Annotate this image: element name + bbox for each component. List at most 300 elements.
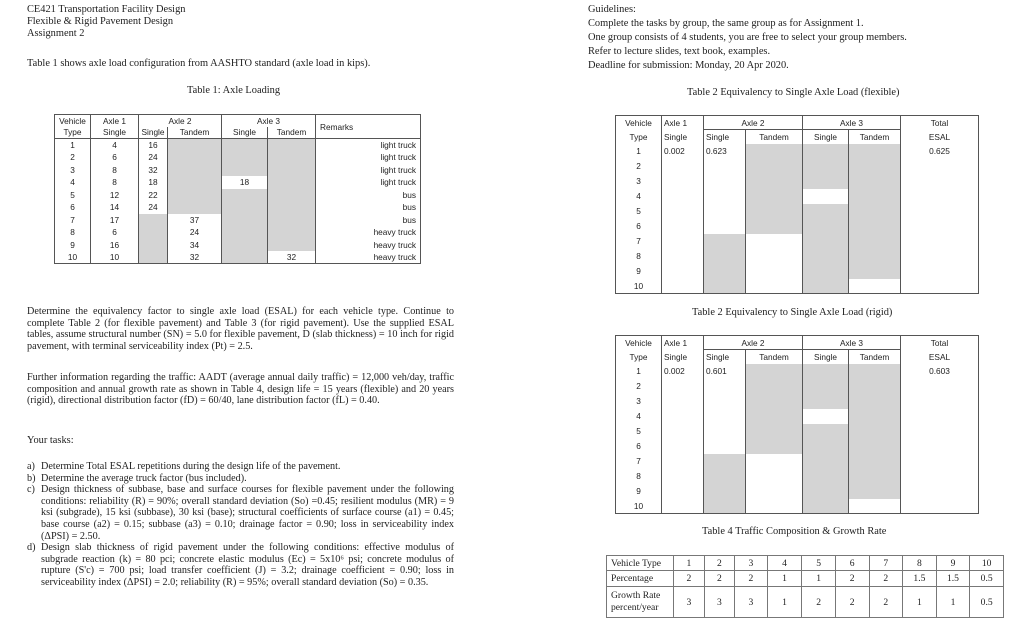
table-cell: 14: [91, 201, 139, 214]
table-row: [616, 439, 979, 454]
header-cell: ESAL: [901, 350, 979, 364]
table-cell: 32: [268, 251, 316, 264]
table-cell: 10: [91, 251, 139, 264]
table-cell: [746, 424, 803, 439]
table-row: [616, 364, 979, 379]
table-cell: [746, 499, 803, 514]
header-cell: Single: [662, 350, 704, 364]
table-cell: 8: [91, 164, 139, 177]
table-row: [616, 394, 979, 409]
header-cell: Tandem: [746, 350, 803, 364]
table-cell: [803, 499, 849, 514]
tasks-list: [27, 461, 454, 589]
table-cell: [704, 264, 746, 279]
table-row: [616, 174, 979, 189]
table-cell: [268, 151, 316, 164]
table-cell: 32: [139, 164, 168, 177]
vehicle-type-cell: 2: [704, 556, 734, 571]
table-cell: [803, 484, 849, 499]
table-cell: [139, 226, 168, 239]
table-cell: 5: [55, 189, 91, 202]
table-cell: [901, 394, 979, 409]
table-cell: [901, 454, 979, 469]
table-cell: 7: [55, 214, 91, 227]
table-cell: [268, 214, 316, 227]
header-cell: Type: [616, 350, 662, 364]
header-cell: Axle 1: [662, 116, 704, 130]
table-cell: [746, 219, 803, 234]
guideline-line: Deadline for submission: Monday, 20 Apr 2020.: [588, 60, 789, 71]
table-cell: 24: [168, 226, 222, 239]
table-cell: [662, 174, 704, 189]
table-cell: 4: [616, 409, 662, 424]
table-cell: 0.002: [662, 144, 704, 159]
course-title: CE421 Transportation Facility Design: [27, 4, 186, 15]
table-row: [616, 249, 979, 264]
vehicle-type-cell: 6: [835, 556, 869, 571]
table-cell: [849, 249, 901, 264]
header-cell: ESAL: [901, 130, 979, 144]
growth-rate-cell: 2: [802, 587, 836, 618]
table-cell: [704, 279, 746, 294]
table-cell: [746, 484, 803, 499]
table-cell: 5: [616, 204, 662, 219]
guidelines-title: Guidelines:: [588, 4, 636, 15]
header-cell: Single: [704, 350, 746, 364]
guideline-line: Complete the tasks by group, the same group as for Assignment 1.: [588, 18, 864, 29]
table-cell: [662, 159, 704, 174]
table-row: [616, 264, 979, 279]
table-row: [55, 239, 421, 252]
percentage-cell: 2: [869, 571, 903, 587]
table-cell: [803, 264, 849, 279]
table-cell: [746, 189, 803, 204]
table4-caption: Table 4 Traffic Composition & Growth Rate: [702, 526, 887, 537]
task-text: Design slab thickness of rigid pavement under the following conditions: effective modulus of subgrade reaction (k) = 80 pci; concrete elastic modulus (Ec) = 5x10⁶ psi; concrete modulus of rupture (S'c) = 700 psi; load transfer coefficient (J) = 3.2; drainage coefficient = 0.90; loss in serviceability index (ΔPSI) = 2.0; reliability (R) = 95%; overall standard deviation (So) = 0.35.: [41, 542, 454, 588]
table-cell: [849, 454, 901, 469]
task-label: a): [27, 461, 35, 472]
table-cell: [704, 234, 746, 249]
table-cell: [901, 409, 979, 424]
table-cell: [139, 239, 168, 252]
task-item: [27, 484, 454, 542]
header-cell: Axle 1: [91, 115, 139, 127]
table-cell: [803, 424, 849, 439]
table-cell: 2: [616, 159, 662, 174]
table-cell: 24: [139, 201, 168, 214]
growth-rate-cell: 3: [704, 587, 734, 618]
table-cell: [803, 409, 849, 424]
table-cell: [222, 214, 268, 227]
table-row: [55, 164, 421, 177]
header-cell: Vehicle: [616, 116, 662, 130]
table-cell: [901, 469, 979, 484]
table-cell: [268, 226, 316, 239]
header-cell: Vehicle: [55, 115, 91, 127]
percentage-cell: 2: [735, 571, 768, 587]
table-row: [55, 151, 421, 164]
assignment-title: Assignment 2: [27, 28, 85, 39]
table-cell: [662, 424, 704, 439]
task-item: [27, 542, 454, 588]
table-cell: [662, 484, 704, 499]
table-cell: 24: [139, 151, 168, 164]
table-cell: [901, 279, 979, 294]
table-cell: [803, 454, 849, 469]
growth-rate-cell: 3: [674, 587, 704, 618]
table-cell: [901, 189, 979, 204]
table-cell: 0.603: [901, 364, 979, 379]
table-cell: [746, 469, 803, 484]
table-cell: 32: [168, 251, 222, 264]
table-cell: [901, 424, 979, 439]
header-cell: Single: [662, 130, 704, 144]
table-cell: 1: [616, 144, 662, 159]
table-cell: [849, 469, 901, 484]
table-cell: 0.623: [704, 144, 746, 159]
table-cell: [704, 439, 746, 454]
vehicle-type-cell: 7: [869, 556, 903, 571]
growth-rate-cell: 1: [903, 587, 937, 618]
task-label: d): [27, 542, 36, 554]
table-cell: 0.002: [662, 364, 704, 379]
task-item: [27, 461, 454, 473]
table-cell: [803, 219, 849, 234]
task-item: [27, 473, 454, 485]
row-header: [607, 587, 674, 618]
table-cell: 9: [616, 264, 662, 279]
header-cell: Type: [616, 130, 662, 144]
header-cell: Total: [901, 116, 979, 130]
table-cell: [901, 484, 979, 499]
task-text: Design thickness of subbase, base and surface courses for flexible pavement under the following conditions: reliability (R) = 90%; overall standard deviation (So) =0.45; resilient modulus (MR) = 9 ksi (subgrade), 15 ksi (subbase), 30 ksi (base); structural coefficients of surface course (a1) = 0.45; base course (a2) = 0.15; subbase (a3) = 0.10; drainage factor = 0.90; loss in serviceability index (ΔPSI) = 2.50.: [41, 484, 454, 542]
table-cell: [168, 189, 222, 202]
remarks-cell: light truck: [316, 151, 421, 164]
esal-flexible-table: [615, 115, 979, 294]
vehicle-type-cell: 1: [674, 556, 704, 571]
table-row: [55, 251, 421, 264]
table-cell: [268, 176, 316, 189]
table-cell: [803, 159, 849, 174]
remarks-cell: heavy truck: [316, 239, 421, 252]
table-cell: [662, 439, 704, 454]
table-cell: [662, 394, 704, 409]
percentage-cell: 1.5: [903, 571, 937, 587]
table-cell: [901, 159, 979, 174]
table-cell: 7: [616, 454, 662, 469]
table-cell: 16: [139, 139, 168, 152]
percentage-cell: 2: [674, 571, 704, 587]
table-cell: [704, 484, 746, 499]
table-cell: [901, 439, 979, 454]
table-cell: [746, 204, 803, 219]
growth-rate-cell: 3: [735, 587, 768, 618]
table-cell: [746, 279, 803, 294]
table-row: [616, 159, 979, 174]
header-cell: Single: [803, 130, 849, 144]
table-cell: [662, 264, 704, 279]
table-cell: [746, 379, 803, 394]
table-cell: [704, 469, 746, 484]
header-cell: Tandem: [746, 130, 803, 144]
table-cell: 8: [616, 469, 662, 484]
table-cell: [704, 409, 746, 424]
table-cell: [849, 499, 901, 514]
table-cell: [849, 219, 901, 234]
table-cell: [849, 424, 901, 439]
table-cell: [849, 484, 901, 499]
remarks-cell: heavy truck: [316, 251, 421, 264]
table-cell: [746, 409, 803, 424]
header-cell: Axle 1: [662, 336, 704, 350]
table-cell: [746, 174, 803, 189]
table-cell: 37: [168, 214, 222, 227]
table-cell: [222, 226, 268, 239]
percentage-cell: 2: [704, 571, 734, 587]
table-cell: [268, 139, 316, 152]
table-cell: 3: [616, 174, 662, 189]
table-cell: [168, 151, 222, 164]
table-cell: 9: [55, 239, 91, 252]
table-cell: [704, 159, 746, 174]
table-cell: [268, 164, 316, 177]
header-cell: Tandem: [168, 127, 222, 139]
remarks-cell: light truck: [316, 164, 421, 177]
table-cell: 4: [616, 189, 662, 204]
table-cell: 4: [55, 176, 91, 189]
growth-rate-cell: 2: [835, 587, 869, 618]
table-cell: [849, 174, 901, 189]
remarks-cell: bus: [316, 214, 421, 227]
table-cell: [803, 189, 849, 204]
task-label: c): [27, 484, 35, 496]
table-cell: [803, 174, 849, 189]
table-cell: [746, 454, 803, 469]
table-cell: [704, 379, 746, 394]
table-cell: [704, 249, 746, 264]
percentage-cell: 2: [835, 571, 869, 587]
table-cell: [746, 159, 803, 174]
header-cell: Axle 2: [704, 336, 803, 350]
guideline-line: Refer to lecture slides, text book, examples.: [588, 46, 771, 57]
table-cell: [803, 364, 849, 379]
table-cell: [662, 454, 704, 469]
table-cell: [222, 139, 268, 152]
table1-caption: Table 1: Axle Loading: [187, 85, 281, 96]
table-cell: [222, 251, 268, 264]
header-cell: Single: [222, 127, 268, 139]
percentage-cell: 1: [767, 571, 802, 587]
header-cell: Tandem: [849, 350, 901, 364]
task-text: Determine the average truck factor (bus included).: [41, 472, 247, 484]
header-cell: Axle 2: [139, 115, 222, 127]
table-cell: [704, 174, 746, 189]
table-cell: [222, 164, 268, 177]
header-cell: Axle 3: [803, 116, 901, 130]
table2-caption: Table 2 Equivalency to Single Axle Load (flexible): [687, 87, 900, 98]
table-cell: [849, 379, 901, 394]
vehicle-type-cell: 10: [970, 556, 1004, 571]
table-cell: [662, 409, 704, 424]
table-cell: [803, 439, 849, 454]
esal-rigid-table: [615, 335, 979, 514]
table-cell: [803, 204, 849, 219]
row-header: Vehicle Type: [607, 556, 674, 571]
header-cell: Single: [91, 127, 139, 139]
table-cell: [746, 249, 803, 264]
table-cell: [849, 264, 901, 279]
table-cell: [168, 139, 222, 152]
table-cell: [849, 439, 901, 454]
subject-title: Flexible & Rigid Pavement Design: [27, 16, 174, 27]
table-cell: 3: [55, 164, 91, 177]
header-cell: Tandem: [849, 130, 901, 144]
row-header-line: Growth Rate: [611, 590, 661, 601]
table-cell: 7: [616, 234, 662, 249]
table-cell: [704, 454, 746, 469]
table-cell: [704, 189, 746, 204]
table-row: [616, 234, 979, 249]
intro-text: Table 1 shows axle load configuration from AASHTO standard (axle load in kips).: [27, 58, 371, 69]
table-cell: [662, 204, 704, 219]
table-cell: [746, 364, 803, 379]
growth-rate-cell: 0.5: [970, 587, 1004, 618]
table-cell: [168, 164, 222, 177]
table-cell: [901, 234, 979, 249]
table-cell: 3: [616, 394, 662, 409]
table-cell: 8: [91, 176, 139, 189]
table-cell: 6: [91, 151, 139, 164]
header-cell: Remarks: [316, 115, 421, 139]
row-header-line: percent/year: [611, 602, 659, 613]
table-cell: [849, 409, 901, 424]
table-cell: [803, 144, 849, 159]
table-row: [55, 189, 421, 202]
header-cell: Total: [901, 336, 979, 350]
table-cell: 5: [616, 424, 662, 439]
table-cell: [746, 144, 803, 159]
table-row: [616, 499, 979, 514]
table-row: [616, 189, 979, 204]
table-cell: [139, 251, 168, 264]
table-cell: [662, 379, 704, 394]
table-cell: 4: [91, 139, 139, 152]
table-row: [616, 144, 979, 159]
table-cell: [662, 469, 704, 484]
table-cell: 6: [55, 201, 91, 214]
table-cell: [849, 394, 901, 409]
table-cell: [849, 279, 901, 294]
table-row: [616, 204, 979, 219]
header-cell: Tandem: [268, 127, 316, 139]
table-cell: [704, 394, 746, 409]
table-row: [55, 139, 421, 152]
table-cell: [746, 264, 803, 279]
row-header: Percentage: [607, 571, 674, 587]
table-cell: 17: [91, 214, 139, 227]
header-cell: Type: [55, 127, 91, 139]
table-cell: [139, 214, 168, 227]
traffic-composition-table: [606, 555, 1004, 618]
table-cell: 1: [55, 139, 91, 152]
table-cell: 18: [139, 176, 168, 189]
table-cell: 22: [139, 189, 168, 202]
table-cell: 0.625: [901, 144, 979, 159]
table-cell: [746, 234, 803, 249]
header-cell: Vehicle: [616, 336, 662, 350]
table-cell: 10: [55, 251, 91, 264]
header-cell: Axle 3: [803, 336, 901, 350]
header-cell: Single: [704, 130, 746, 144]
table-cell: [222, 151, 268, 164]
table3-caption: Table 2 Equivalency to Single Axle Load (rigid): [692, 307, 893, 318]
vehicle-type-cell: 8: [903, 556, 937, 571]
table-row: [616, 454, 979, 469]
table-cell: [268, 189, 316, 202]
vehicle-type-cell: 9: [936, 556, 970, 571]
percentage-cell: 1: [802, 571, 836, 587]
table-cell: [662, 249, 704, 264]
table-cell: [901, 499, 979, 514]
table-row: [55, 176, 421, 189]
table-cell: [662, 234, 704, 249]
table-row: [616, 409, 979, 424]
table-cell: 6: [616, 219, 662, 234]
table-cell: [849, 364, 901, 379]
remarks-cell: heavy truck: [316, 226, 421, 239]
table-row: [616, 424, 979, 439]
table-cell: [803, 469, 849, 484]
table-cell: [222, 239, 268, 252]
table-row: [616, 219, 979, 234]
table-cell: [849, 204, 901, 219]
table-cell: [901, 174, 979, 189]
remarks-cell: bus: [316, 189, 421, 202]
tasks-title: Your tasks:: [27, 435, 74, 446]
table-cell: [704, 204, 746, 219]
table-cell: [901, 264, 979, 279]
table-cell: 16: [91, 239, 139, 252]
table-cell: [849, 189, 901, 204]
table-row: [616, 379, 979, 394]
table-cell: [901, 204, 979, 219]
percentage-cell: 1.5: [936, 571, 970, 587]
table-cell: 8: [55, 226, 91, 239]
table-cell: 34: [168, 239, 222, 252]
table-row: [55, 226, 421, 239]
table-cell: [901, 219, 979, 234]
traffic-paragraph: Further information regarding the traffic: AADT (average annual daily traffic) = 12,000 veh/day, traffic composition and annual growth rate as shown in Table 4, design life = 15 years (flexible) and 20 years (rigid), directional distribution factor (fD) = 60/40, lane distribution factor (fL) = 0.40.: [27, 372, 454, 407]
table-cell: 0.601: [704, 364, 746, 379]
axle-loading-table: [54, 114, 421, 264]
task-label: b): [27, 472, 36, 484]
table-cell: [704, 499, 746, 514]
table-cell: [222, 189, 268, 202]
table-cell: [222, 201, 268, 214]
table-row: [616, 484, 979, 499]
table-row: [55, 214, 421, 227]
table-cell: 6: [91, 226, 139, 239]
remarks-cell: bus: [316, 201, 421, 214]
vehicle-type-cell: 5: [802, 556, 836, 571]
table-cell: 10: [616, 499, 662, 514]
table-cell: 9: [616, 484, 662, 499]
table-cell: 2: [55, 151, 91, 164]
table-cell: 1: [616, 364, 662, 379]
table-row: [616, 469, 979, 484]
table-cell: [704, 219, 746, 234]
table-cell: [803, 394, 849, 409]
